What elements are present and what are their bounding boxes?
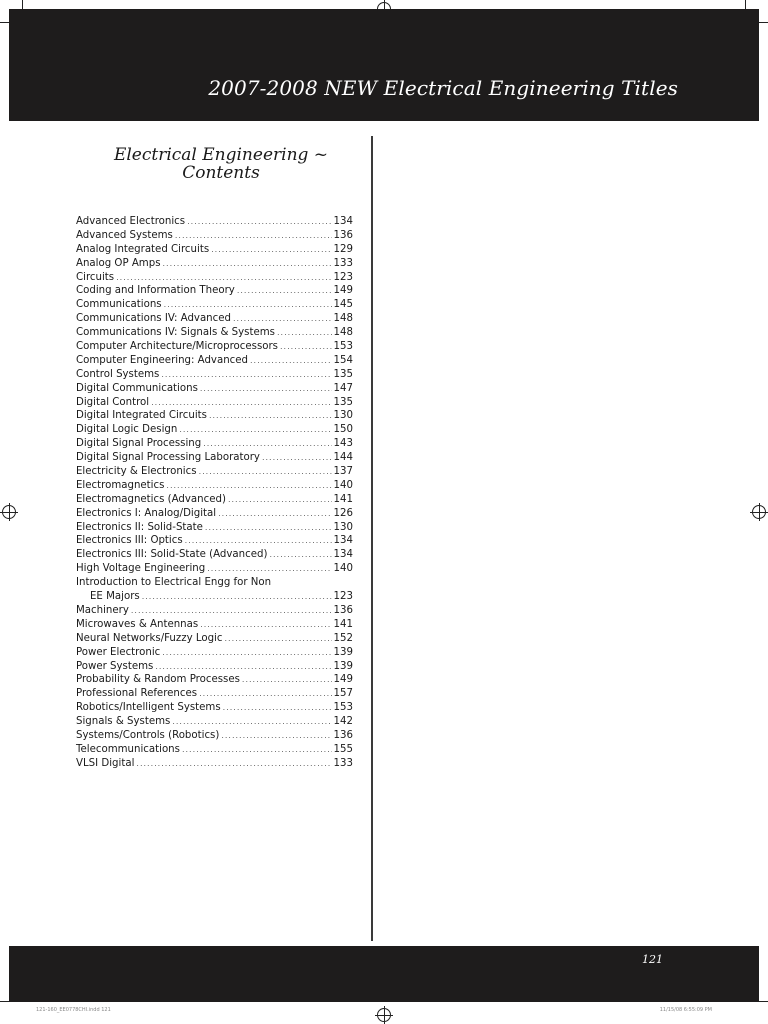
- dot-leader: [142, 590, 332, 604]
- toc-entry-title: Coding and Information Theory: [76, 285, 235, 297]
- column-divider: [371, 136, 373, 941]
- toc-entry: [76, 340, 353, 354]
- toc-entry: [76, 618, 353, 632]
- toc-entry-title: Control Systems: [76, 368, 160, 380]
- toc-entry-page: 143: [333, 438, 353, 450]
- toc-entry-title: Analog Integrated Circuits: [76, 243, 210, 255]
- dot-leader: [136, 757, 331, 771]
- toc-entry-title: Introduction to Electrical Engg for Non: [76, 577, 272, 589]
- toc-entry-title: Microwaves & Antennas: [76, 618, 199, 630]
- toc-entry-title: Electronics I: Analog/Digital: [76, 507, 217, 519]
- toc-entry-page: 123: [333, 591, 353, 603]
- toc-entry: [76, 479, 353, 493]
- toc-entry-title: Power Systems: [76, 660, 154, 672]
- toc-entry-page: 139: [333, 660, 353, 672]
- dot-leader: [223, 701, 332, 715]
- toc-entry-title: Machinery: [76, 604, 129, 616]
- toc-entry-page: 145: [333, 299, 353, 311]
- dot-leader: [172, 715, 331, 729]
- toc-entry-page: 155: [333, 743, 353, 755]
- toc-entry-page: 148: [333, 313, 353, 325]
- dot-leader: [200, 382, 332, 396]
- toc-entry-page: 149: [333, 285, 353, 297]
- toc-entry-title: Electromagnetics (Advanced): [76, 493, 226, 505]
- toc-entry-title: Professional References: [76, 688, 198, 700]
- toc-entry: [76, 229, 353, 243]
- dot-leader: [182, 743, 332, 757]
- dot-leader: [199, 687, 331, 701]
- toc-entry-page: 153: [333, 341, 353, 353]
- toc-entry-page: 133: [333, 257, 353, 269]
- dot-leader: [116, 271, 331, 285]
- toc-entry-title: Electronics III: Optics: [76, 535, 183, 547]
- toc-entry-page: 136: [333, 729, 353, 741]
- contents-heading-line2: Contents: [182, 163, 260, 183]
- dot-leader: [250, 354, 332, 368]
- toc-entry-page: 136: [333, 604, 353, 616]
- toc-entry-continuation: [76, 590, 353, 604]
- toc-entry: [76, 312, 353, 326]
- toc-entry-page: 137: [333, 466, 353, 478]
- toc-entry-title: Communications IV: Advanced: [76, 313, 231, 325]
- dot-leader: [209, 409, 332, 423]
- toc-entry: [76, 673, 353, 687]
- toc-entry-page: 147: [333, 382, 353, 394]
- toc-entry: [76, 326, 353, 340]
- toc-entry-title: Circuits: [76, 271, 115, 283]
- toc-entry-title: Electronics II: Solid-State: [76, 521, 203, 533]
- dot-leader: [199, 465, 332, 479]
- toc-entry: [76, 576, 353, 590]
- toc-entry-page: 141: [333, 493, 353, 505]
- toc-entry: [76, 437, 353, 451]
- toc-entry: [76, 396, 353, 410]
- toc-entry-title: Analog OP Amps: [76, 257, 161, 269]
- dot-leader: [185, 534, 332, 548]
- toc-entry: [76, 298, 353, 312]
- toc-entry-page: 123: [333, 271, 353, 283]
- toc-entry: [76, 215, 353, 229]
- toc-entry-title: VLSI Digital: [76, 757, 135, 769]
- toc-entry: [76, 257, 353, 271]
- toc-entry: [76, 715, 353, 729]
- contents-heading-line1: Electrical Engineering ~: [113, 145, 329, 165]
- toc-entry-title: Advanced Systems: [76, 229, 173, 241]
- toc-entry: [76, 521, 353, 535]
- page-number: 121: [642, 953, 663, 966]
- toc-entry-page: 141: [333, 618, 353, 630]
- toc-entry-page: 134: [333, 216, 353, 227]
- toc-entry: [76, 284, 353, 298]
- toc-entry-page: 134: [333, 549, 353, 561]
- dot-leader: [155, 660, 331, 674]
- toc-entry: [76, 729, 353, 743]
- dot-leader: [211, 243, 331, 257]
- toc-entry: [76, 423, 353, 437]
- toc-entry-title: Systems/Controls (Robotics): [76, 729, 220, 741]
- toc-entry-title: High Voltage Engineering: [76, 563, 206, 575]
- footer-band: [9, 946, 759, 1002]
- toc-entry: [76, 646, 353, 660]
- toc-entry-title: Computer Architecture/Microprocessors: [76, 341, 278, 353]
- toc-entry: [76, 243, 353, 257]
- toc-entry: [76, 382, 353, 396]
- page-title: 2007-2008 NEW Electrical Engineering Titles: [208, 76, 678, 100]
- toc-entry: [76, 368, 353, 382]
- toc-entry: [76, 548, 353, 562]
- dot-leader: [224, 632, 331, 646]
- dot-leader: [131, 604, 332, 618]
- dot-leader: [200, 618, 331, 632]
- dot-leader: [280, 340, 332, 354]
- dot-leader: [203, 437, 331, 451]
- dot-leader: [262, 451, 332, 465]
- dot-leader: [163, 257, 332, 271]
- toc-entry-page: 126: [333, 507, 353, 519]
- toc-entry-page: 140: [333, 479, 353, 491]
- toc-entry: [76, 465, 353, 479]
- toc-entry-title: Computer Engineering: Advanced: [76, 354, 248, 366]
- dot-leader: [205, 521, 332, 535]
- toc-entry-page: 133: [333, 757, 353, 769]
- toc-entry: [76, 632, 353, 646]
- toc-entry-page: 144: [333, 452, 353, 464]
- toc-entry-page: 142: [333, 716, 353, 728]
- toc-entry-title: Digital Signal Processing: [76, 438, 202, 450]
- dot-leader: [269, 548, 331, 562]
- toc-entry-title: EE Majors: [90, 591, 140, 603]
- registration-mark-right: [752, 505, 766, 519]
- dot-leader: [233, 312, 332, 326]
- dot-leader: [277, 326, 332, 340]
- toc-entry: [76, 743, 353, 757]
- toc-entry: [76, 687, 353, 701]
- toc-entry-title: Electromagnetics: [76, 479, 165, 491]
- toc-entry-page: 130: [333, 410, 353, 422]
- dot-leader: [187, 215, 331, 229]
- toc-entry-page: 148: [333, 327, 353, 339]
- toc-entry-page: 135: [333, 368, 353, 380]
- toc-entry-page: 157: [333, 688, 353, 700]
- registration-mark-left: [2, 505, 16, 519]
- print-slug-file: 121-160_EE0778CHI.indd 121: [36, 1007, 111, 1013]
- dot-leader: [207, 562, 331, 576]
- dot-leader: [218, 507, 331, 521]
- dot-leader: [179, 423, 331, 437]
- dot-leader: [166, 479, 331, 493]
- toc-entry-page: 154: [333, 354, 353, 366]
- toc-entry: [76, 409, 353, 423]
- registration-mark-bottom: [377, 1008, 391, 1022]
- toc-entry: [76, 660, 353, 674]
- toc-entry-title: Signals & Systems: [76, 716, 171, 728]
- toc-entry-title: Robotics/Intelligent Systems: [76, 702, 221, 714]
- toc-entry: [76, 451, 353, 465]
- dot-leader: [164, 298, 332, 312]
- toc-entry-title: Digital Control: [76, 396, 150, 408]
- toc-entry-title: Digital Logic Design: [76, 424, 178, 436]
- toc-entry-title: Neural Networks/Fuzzy Logic: [76, 632, 223, 644]
- toc-entry-page: 140: [333, 563, 353, 575]
- toc-entry-page: 130: [333, 521, 353, 533]
- dot-leader: [151, 396, 331, 410]
- toc-entry-page: 149: [333, 674, 353, 686]
- toc-entry-page: 129: [333, 243, 353, 255]
- dot-leader: [242, 673, 332, 687]
- toc-entry-title: Communications IV: Signals & Systems: [76, 327, 275, 339]
- toc-entry-page: 150: [333, 424, 353, 436]
- toc-entry: [76, 604, 353, 618]
- toc-entry: [76, 562, 353, 576]
- toc-entry: [76, 493, 353, 507]
- dot-leader: [162, 646, 331, 660]
- toc-entry-title: Electricity & Electronics: [76, 466, 197, 478]
- toc-entry-page: 135: [333, 396, 353, 408]
- toc-entry-title: Power Electronic: [76, 646, 161, 658]
- header-band: [9, 9, 759, 121]
- toc-entry: [76, 507, 353, 521]
- dot-leader: [237, 284, 332, 298]
- dot-leader: [221, 729, 331, 743]
- toc-entry-page: 152: [333, 632, 353, 644]
- toc-entry-title: Advanced Electronics: [76, 216, 186, 227]
- toc-entry-title: Communications: [76, 299, 162, 311]
- toc-entry-page: 139: [333, 646, 353, 658]
- toc-entry-title: Digital Communications: [76, 382, 198, 394]
- contents-list: [76, 215, 353, 771]
- toc-entry-title: Electronics III: Solid-State (Advanced): [76, 549, 268, 561]
- toc-entry: [76, 534, 353, 548]
- toc-entry: [76, 271, 353, 285]
- print-slug-timestamp: 11/15/08 6:55:09 PM: [659, 1007, 712, 1013]
- toc-entry-title: Digital Integrated Circuits: [76, 410, 207, 422]
- toc-entry-title: Digital Signal Processing Laboratory: [76, 452, 260, 464]
- toc-entry-title: Telecommunications: [76, 743, 180, 755]
- toc-entry-title: Probability & Random Processes: [76, 674, 240, 686]
- contents-heading: [76, 146, 366, 182]
- dot-leader: [175, 229, 332, 243]
- toc-entry-page: 153: [333, 702, 353, 714]
- dot-leader: [161, 368, 331, 382]
- dot-leader: [228, 493, 332, 507]
- toc-entry: [76, 701, 353, 715]
- toc-entry-page: 136: [333, 229, 353, 241]
- toc-entry: [76, 354, 353, 368]
- toc-entry: [76, 757, 353, 771]
- toc-entry-page: 134: [333, 535, 353, 547]
